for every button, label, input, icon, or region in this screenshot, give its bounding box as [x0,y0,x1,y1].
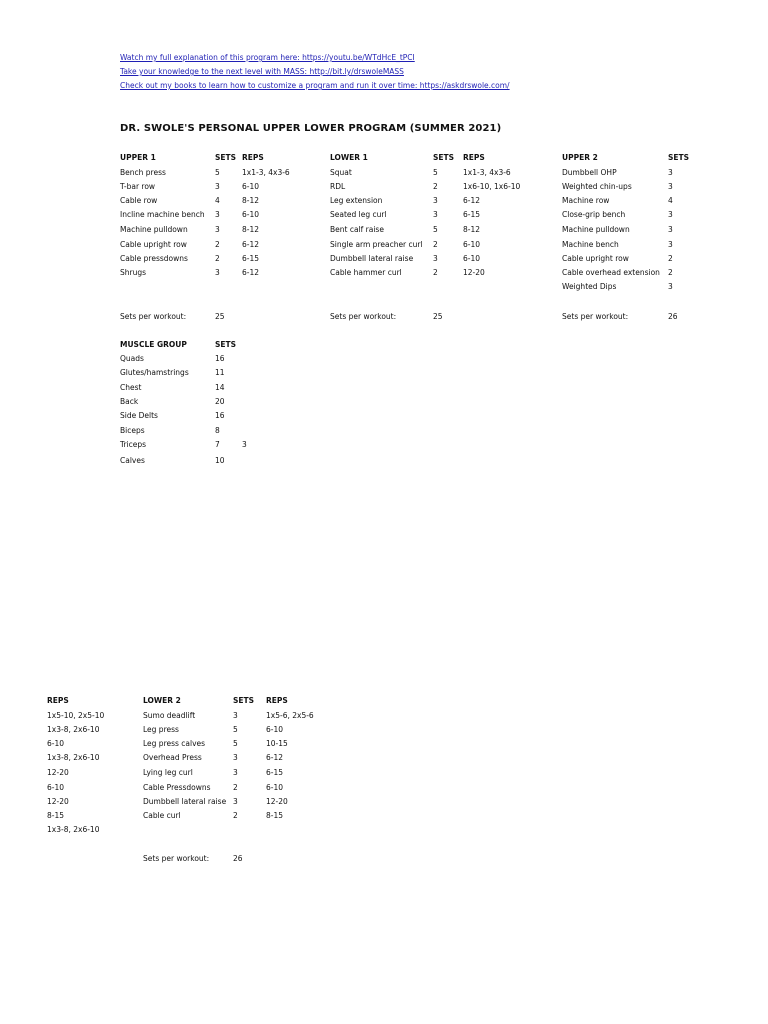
muscle-group-name: Glutes/hamstrings [120,368,189,377]
upper1-sets: 4 [215,196,220,205]
upper2-header: UPPER 2 [562,153,598,162]
lower1-sets: 3 [433,254,438,263]
upper2-reps: 6-10 [47,783,65,792]
upper1-exercise: Cable pressdowns [120,254,188,263]
upper1-reps: 8-12 [242,225,260,234]
upper1-exercise: T-bar row [120,182,156,191]
upper1-sets: 5 [215,168,220,177]
muscle-group-sets: 16 [215,354,225,363]
lower2-sets: 3 [233,753,238,762]
lower1-reps-header: REPS [463,153,485,162]
upper1-sets-header: SETS [215,153,237,162]
lower2-sets-per-workout-label: Sets per workout: [143,854,210,863]
muscle-sets-header: SETS [215,340,237,349]
upper1-exercise: Machine pulldown [120,225,188,234]
muscle-group-sets: 11 [215,368,225,377]
upper2-reps: 1x5-10, 2x5-10 [47,711,105,720]
lower1-sets: 3 [433,210,438,219]
upper2-reps: 8-15 [47,811,65,820]
lower1-exercise: Bent calf raise [330,225,384,234]
upper2-sets: 3 [668,210,673,219]
upper2-reps: 1x3-8, 2x6-10 [47,725,100,734]
lower2-reps: 6-10 [266,783,284,792]
lower1-exercise: Cable hammer curl [330,268,402,277]
muscle-group-sets: 14 [215,383,225,392]
lower1-reps: 6-10 [463,254,481,263]
lower1-sets: 2 [433,268,438,277]
upper2-exercise: Machine bench [562,240,619,249]
lower1-sets: 2 [433,182,438,191]
muscle-group-name: Back [120,397,139,406]
muscle-group-sets: 16 [215,411,225,420]
upper1-reps: 6-12 [242,240,260,249]
upper2-sets: 2 [668,254,673,263]
upper2-sets-per-workout-label: Sets per workout: [562,312,629,321]
upper1-reps: 6-10 [242,210,260,219]
lower2-exercise: Cable curl [143,811,181,820]
lower1-sets: 5 [433,168,438,177]
upper2-reps: 6-10 [47,739,65,748]
upper2-reps: 12-20 [47,797,69,806]
muscle-group-extra: 3 [242,440,247,449]
upper1-exercise: Shrugs [120,268,147,277]
upper2-reps-header: REPS [47,696,69,705]
upper1-reps: 6-10 [242,182,260,191]
muscle-group-header: MUSCLE GROUP [120,340,187,349]
lower2-sets: 3 [233,797,238,806]
page-title: DR. SWOLE'S PERSONAL UPPER LOWER PROGRAM (SUMMER 2021) [120,123,502,134]
muscle-group-sets: 8 [215,426,220,435]
lower1-exercise: Dumbbell lateral raise [330,254,414,263]
lower2-reps-header: REPS [266,696,288,705]
lower1-exercise: Seated leg curl [330,210,387,219]
upper2-exercise: Weighted Dips [562,282,617,291]
lower1-reps: 1x1-3, 4x3-6 [463,168,511,177]
upper1-sets: 3 [215,268,220,277]
lower2-sets-header: SETS [233,696,255,705]
upper1-sets: 2 [215,254,220,263]
upper2-exercise: Machine row [562,196,610,205]
upper2-sets: 4 [668,196,673,205]
mass-link[interactable]: Take your knowledge to the next level with MASS: http://bit.ly/drswoleMASS [120,67,404,76]
lower1-sets: 2 [433,240,438,249]
upper2-reps: 1x3-8, 2x6-10 [47,825,100,834]
upper2-exercise: Weighted chin-ups [562,182,632,191]
upper1-reps: 1x1-3, 4x3-6 [242,168,290,177]
upper1-exercise: Cable row [120,196,158,205]
upper1-exercise: Incline machine bench [120,210,205,219]
upper2-sets: 3 [668,182,673,191]
upper2-exercise: Cable overhead extension [562,268,660,277]
upper1-sets-per-workout-label: Sets per workout: [120,312,187,321]
upper2-reps: 12-20 [47,768,69,777]
lower2-header: LOWER 2 [143,696,181,705]
lower1-sets: 3 [433,196,438,205]
muscle-group-name: Quads [120,354,144,363]
muscle-group-name: Triceps [120,440,147,449]
upper1-exercise: Bench press [120,168,166,177]
upper1-sets-per-workout-value: 25 [215,312,225,321]
lower2-reps: 1x5-6, 2x5-6 [266,711,314,720]
lower1-header: LOWER 1 [330,153,368,162]
muscle-group-sets: 7 [215,440,220,449]
lower1-reps: 6-15 [463,210,481,219]
muscle-group-name: Biceps [120,426,145,435]
lower1-sets-header: SETS [433,153,455,162]
muscle-group-sets: 20 [215,397,225,406]
youtube-link[interactable]: Watch my full explanation of this program here: https://youtu.be/WTdHcE_tPCI [120,53,415,62]
upper1-reps: 6-12 [242,268,260,277]
lower1-reps: 1x6-10, 1x6-10 [463,182,521,191]
upper1-sets: 3 [215,182,220,191]
upper2-sets-per-workout-value: 26 [668,312,678,321]
lower2-exercise: Overhead Press [143,753,202,762]
lower2-sets: 5 [233,725,238,734]
muscle-group-name: Chest [120,383,142,392]
upper1-sets: 3 [215,210,220,219]
muscle-group-name: Side Delts [120,411,158,420]
lower2-reps: 6-10 [266,725,284,734]
lower1-sets: 5 [433,225,438,234]
upper2-sets: 2 [668,268,673,277]
lower2-exercise: Leg press calves [143,739,206,748]
lower1-exercise: Single arm preacher curl [330,240,423,249]
muscle-group-sets: 10 [215,456,225,465]
lower2-reps: 6-15 [266,768,284,777]
lower2-sets-per-workout-value: 26 [233,854,243,863]
lower2-reps: 12-20 [266,797,288,806]
lower1-exercise: Leg extension [330,196,383,205]
upper2-sets: 3 [668,282,673,291]
lower1-reps: 6-10 [463,240,481,249]
lower1-reps: 12-20 [463,268,485,277]
muscle-group-name: Calves [120,456,145,465]
lower2-reps: 6-12 [266,753,284,762]
upper2-exercise: Close-grip bench [562,210,626,219]
upper1-exercise: Cable upright row [120,240,187,249]
upper2-exercise: Cable upright row [562,254,629,263]
lower1-exercise: Squat [330,168,352,177]
lower2-sets: 2 [233,783,238,792]
upper2-reps: 1x3-8, 2x6-10 [47,753,100,762]
lower2-sets: 3 [233,711,238,720]
upper2-sets-header: SETS [668,153,690,162]
upper2-sets: 3 [668,240,673,249]
lower2-exercise: Dumbbell lateral raise [143,797,227,806]
lower2-sets: 2 [233,811,238,820]
upper1-sets: 3 [215,225,220,234]
upper2-exercise: Machine pulldown [562,225,630,234]
lower2-sets: 5 [233,739,238,748]
upper1-sets: 2 [215,240,220,249]
lower2-exercise: Leg press [143,725,179,734]
books-link[interactable]: Check out my books to learn how to customize a program and run it over time: https://askdrswole.com/ [120,81,510,90]
lower2-reps: 10-15 [266,739,288,748]
lower2-exercise: Sumo deadlift [143,711,196,720]
lower1-exercise: RDL [330,182,346,191]
lower2-sets: 3 [233,768,238,777]
lower1-sets-per-workout-value: 25 [433,312,443,321]
lower2-exercise: Cable Pressdowns [143,783,211,792]
upper1-reps: 8-12 [242,196,260,205]
upper1-reps: 6-15 [242,254,260,263]
upper1-reps-header: REPS [242,153,264,162]
lower1-reps: 6-12 [463,196,481,205]
upper2-exercise: Dumbbell OHP [562,168,617,177]
lower2-exercise: Lying leg curl [143,768,193,777]
upper2-sets: 3 [668,168,673,177]
lower2-reps: 8-15 [266,811,284,820]
lower1-reps: 8-12 [463,225,481,234]
lower1-sets-per-workout-label: Sets per workout: [330,312,397,321]
upper2-sets: 3 [668,225,673,234]
upper1-header: UPPER 1 [120,153,156,162]
